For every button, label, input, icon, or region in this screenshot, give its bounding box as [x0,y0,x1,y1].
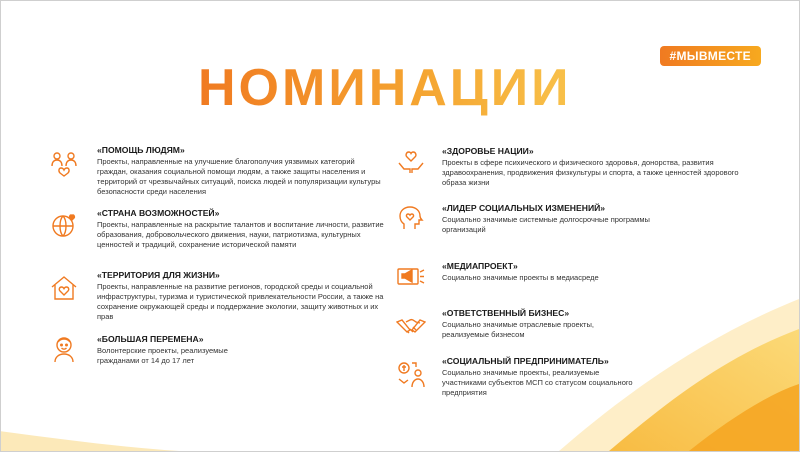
handshake-icon [396,311,426,341]
nomination-desc-4: Волонтерские проекты, реализуемые гражданами от 14 до 17 лет [97,346,228,365]
page-title: НОМИНАЦИИ [198,59,572,117]
nomination-desc-1: Проекты, направленные на улучшение благополучия уязвимых категорий граждан, оказания социальной помощи людям, а также защиты населения и территорий от чрезвычайных ситуаций, поиска людей и популяризации культуры безопасности среди населения [97,157,381,196]
hashtag-badge: #МЫВМЕСТЕ [660,46,762,66]
globe-heart-icon [49,211,79,241]
nomination-title-4: «БОЛЬШАЯ ПЕРЕМЕНА» [97,334,204,344]
megaphone-icon [396,261,426,291]
nomination-title-6: «ЛИДЕР СОЦИАЛЬНЫХ ИЗМЕНЕНИЙ» [442,203,606,213]
nomination-desc-9: Социально значимые проекты, реализуемые участниками субъектов МСП со статусом социального предприятия [442,368,633,397]
child-icon [49,334,79,364]
nomination-desc-3: Проекты, направленные на развитие регионов, городской среды и социальной инфраструктуры, туризма и туристической привлекательности России, а также на сохранение окружающей среды и поддержание экологии, защиту животных и их прав [97,282,384,321]
nomination-desc-8: Социально значимые отраслевые проекты, реализуемые бизнесом [442,320,594,339]
house-heart-icon [49,273,79,303]
nomination-desc-6: Социально значимые системные долгосрочные программы организаций [442,215,650,234]
entrepreneur-icon [396,359,426,389]
nomination-title-8: «ОТВЕТСТВЕННЫЙ БИЗНЕС» [442,308,570,318]
nomination-desc-2: Проекты, направленные на раскрытие талантов и воспитание личности, развитие образования, добровольческого движения, науки, патриотизма, культурных ценностей и традиций, сохранение исторической памяти [97,220,384,249]
hands-heart-icon [396,147,426,177]
nomination-title-3: «ТЕРРИТОРИЯ ДЛЯ ЖИЗНИ» [97,270,220,280]
people-help-icon [49,149,79,179]
nomination-desc-5: Проекты в сфере психического и физического здоровья, донорства, развития здравоохранения, продвижения физкультуры и спорта, а также ценностей здорового образа жизни [442,158,739,187]
nomination-title-5: «ЗДОРОВЬЕ НАЦИИ» [442,146,534,156]
nomination-title-9: «СОЦИАЛЬНЫЙ ПРЕДПРИНИМАТЕЛЬ» [442,356,609,366]
head-heart-icon [396,203,426,233]
nomination-desc-7: Социально значимые проекты в медиасреде [442,273,599,282]
nomination-title-2: «СТРАНА ВОЗМОЖНОСТЕЙ» [97,208,220,218]
nomination-title-7: «МЕДИАПРОЕКТ» [442,261,518,271]
nomination-title-1: «ПОМОЩЬ ЛЮДЯМ» [97,145,185,155]
